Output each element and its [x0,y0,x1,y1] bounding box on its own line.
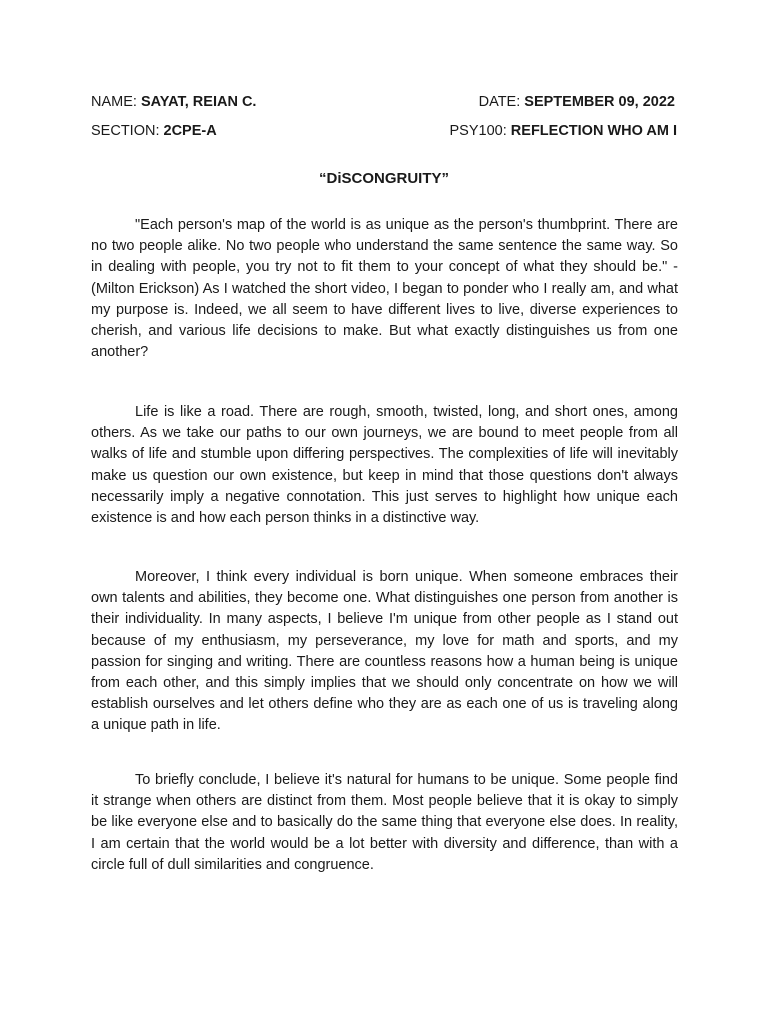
course-value: REFLECTION WHO AM I [510,123,677,139]
course-label: PSY100: [449,123,507,139]
section-value: 2CPE-A [163,123,217,139]
date-value: SEPTEMBER 09, 2022 [524,94,675,110]
section-label: SECTION: [91,123,160,139]
date-label: DATE: [478,94,521,110]
section-field [91,122,217,140]
date-field [479,93,675,111]
name-field [91,93,256,111]
name-value: SAYAT, REIAN C. [140,94,257,110]
paragraph-text: Life is like a road. There are rough, smooth, twisted, long, and short ones, among others. As we take our paths to our own journeys, we are bound to meet people from all walks of life and stumble upon differing perspectives. The complexities of life will inevitably make us question our own existence, but keep in mind that those questions don't always necessarily imply a negative connotation. This just serves to highlight how unique each existence is and how each person thinks in a distinctive way. [91,404,678,527]
essay-title: “DiSCONGRUITY” [318,170,449,187]
paragraph-conclusion [91,770,678,876]
paragraph-road [91,402,678,529]
name-label: NAME: [91,94,137,110]
paragraph-intro [91,215,678,363]
paragraph-text: Moreover, I think every individual is born unique. When someone embraces their own talents and abilities, they become one. What distinguishes one person from another is their individuality. In many aspects, I believe I'm unique from other people as I stand out because of my enthusiasm, my perseverance, my love for math and sports, and my passion for singing and writing. There are countless reasons how a human being is unique from each other, and this simply implies that we should only concentrate on how we will establish ourselves and let others define who they are as each one of us is traveling along a unique path in life. [91,569,678,734]
paragraph-individuality [91,567,678,737]
course-field [450,122,677,140]
paragraph-text: To briefly conclude, I believe it's natural for humans to be unique. Some people find it strange when others are distinct from them. Most people believe that it is okay to simply be like everyone else and to basically do the same thing that everyone else does. In reality, I am certain that the world would be a lot better with diversity and difference, than with a circle full of dull similarities and congruence. [91,772,678,873]
paragraph-text: "Each person's map of the world is as unique as the person's thumbprint. There are no two people alike. No two people who understand the same sentence the same way. So in dealing with people, you try not to fit them to your concept of what they should be." - (Milton Erickson) As I watched the short video, I began to ponder who I really am, and what my purpose is. Indeed, we all seem to have different lives to live, diverse experiences to cherish, and various life decisions to make. But what exactly distinguishes us from one another? [91,217,678,361]
